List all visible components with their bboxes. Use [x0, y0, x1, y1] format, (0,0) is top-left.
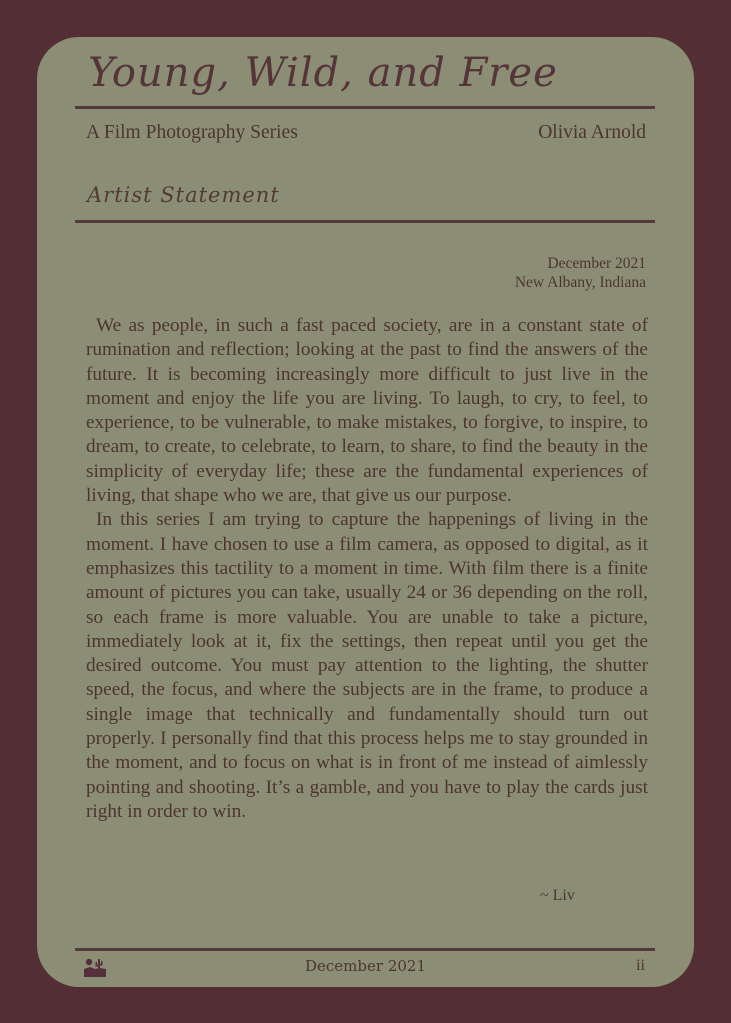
- dateline: [515, 254, 646, 292]
- section-divider: [75, 220, 655, 223]
- dateline-location: New Albany, Indiana: [514, 274, 646, 291]
- dateline-date: December 2021: [547, 255, 646, 272]
- page-title: Young, Wild, and Free: [88, 50, 558, 96]
- header-divider: [75, 106, 655, 109]
- series-subtitle: A Film Photography Series: [86, 122, 298, 143]
- signoff: ~ Liv: [540, 887, 575, 904]
- statement-body: [86, 314, 648, 824]
- author-name: Olivia Arnold: [538, 122, 646, 143]
- statement-paragraph: In this series I am trying to capture the happenings of living in the moment. I have chosen to use a film camera, as opposed to digital, as it emphasizes this tactility to a moment in time. With film there is a finite amount of pictures you can take, usually 24 or 36 depending on the roll, so each frame is more valuable. You are unable to take a picture, immediately look at it, fix the settings, then repeat until you get the desired outcome. You must pay attention to the lighting, the shutter speed, the focus, and where the subjects are in the frame, to produce a single image that technically and fundamentally should turn out properly. I personally find that this process helps me to stay grounded in the moment, and to focus on what is in front of me instead of aimlessly pointing and shooting. It’s a gamble, and you have to play the cards just right in order to win.: [86, 509, 648, 822]
- section-title: Artist Statement: [87, 183, 280, 207]
- statement-paragraph: We as people, in such a fast paced society, are in a constant state of rumination and reflection; looking at the past to find the answers of the future. It is becoming increasingly more difficult to just live in the moment and enjoy the life you are living. To laugh, to cry, to feel, to experience, to be vulnerable, to make mistakes, to forgive, to inspire, to dream, to create, to celebrate, to learn, to share, to find the beauty in the simplicity of everyday life; these are the fundamental experiences of living, that shape who we are, that give us our purpose.: [86, 315, 648, 507]
- footer-date: December 2021: [305, 957, 426, 975]
- page-number: ii: [636, 957, 645, 974]
- footer-divider: [75, 948, 655, 951]
